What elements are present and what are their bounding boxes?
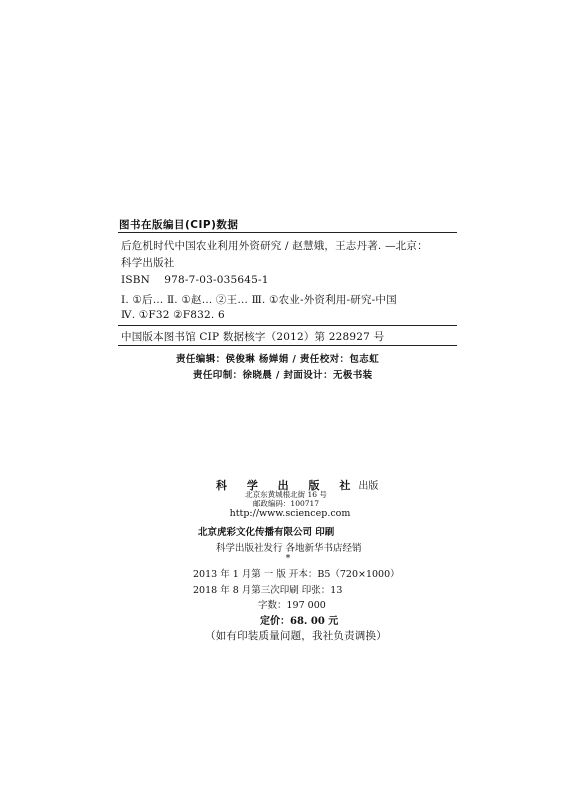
printer-line: 北京虎彩文化传播有限公司 印刷 [198, 527, 335, 538]
publisher-address: 北京东黄城根北街 16 号 [245, 490, 327, 499]
printing-line: 2018 年 8 月第三次印刷 印张：13 [193, 585, 343, 596]
publisher-suffix: 出版 [358, 481, 379, 492]
cip-bibliographic-line: 后危机时代中国农业利用外资研究 / 赵慧娥，王志丹著. —北京： [121, 240, 428, 252]
cip-title: 图书在版编目(CIP)数据 [119, 219, 239, 231]
distribution-line: 科学出版社发行 各地新华书店经销 [216, 543, 362, 554]
cip-publisher-line: 科学出版社 [121, 257, 175, 269]
cip-classification-line-1: Ⅰ. ①后… Ⅱ. ①赵… ②王… Ⅲ. ①农业-外资利用-研究-中国 [121, 294, 397, 306]
isbn-number: 978-7-03-035645-1 [164, 274, 269, 286]
cip-classification-line-2: Ⅳ. ①F32 ②F832. 6 [121, 309, 225, 321]
cip-data-number: 中国版本图书馆 CIP 数据核字（2012）第 228927 号 [121, 331, 385, 343]
publisher-name: 科 学 出 版 社 [216, 479, 359, 492]
cip-top-rule [118, 232, 457, 233]
publisher-website: http://www.sciencep.com [229, 508, 351, 519]
credits-production: 责任印制：徐晓晨 / 封面设计：无极书装 [193, 370, 373, 381]
price: 定价：68. 00 元 [260, 616, 339, 627]
isbn-label: ISBN [121, 274, 151, 286]
cip-isbn-line [121, 274, 269, 286]
cip-middle-rule [118, 325, 457, 326]
edition-line: 2013 年 1 月第 一 版 开本：B5（720×1000） [193, 569, 400, 580]
separator-star: * [285, 553, 291, 564]
word-count: 字数：197 000 [258, 600, 326, 611]
publisher-postcode: 邮政编码：100717 [252, 499, 320, 508]
quality-notice: （如有印装质量问题，我社负责调换） [205, 630, 387, 642]
cip-bottom-rule [118, 345, 457, 346]
credits-editors: 责任编辑：侯俊琳 杨婵娟 / 责任校对：包志虹 [176, 354, 380, 365]
